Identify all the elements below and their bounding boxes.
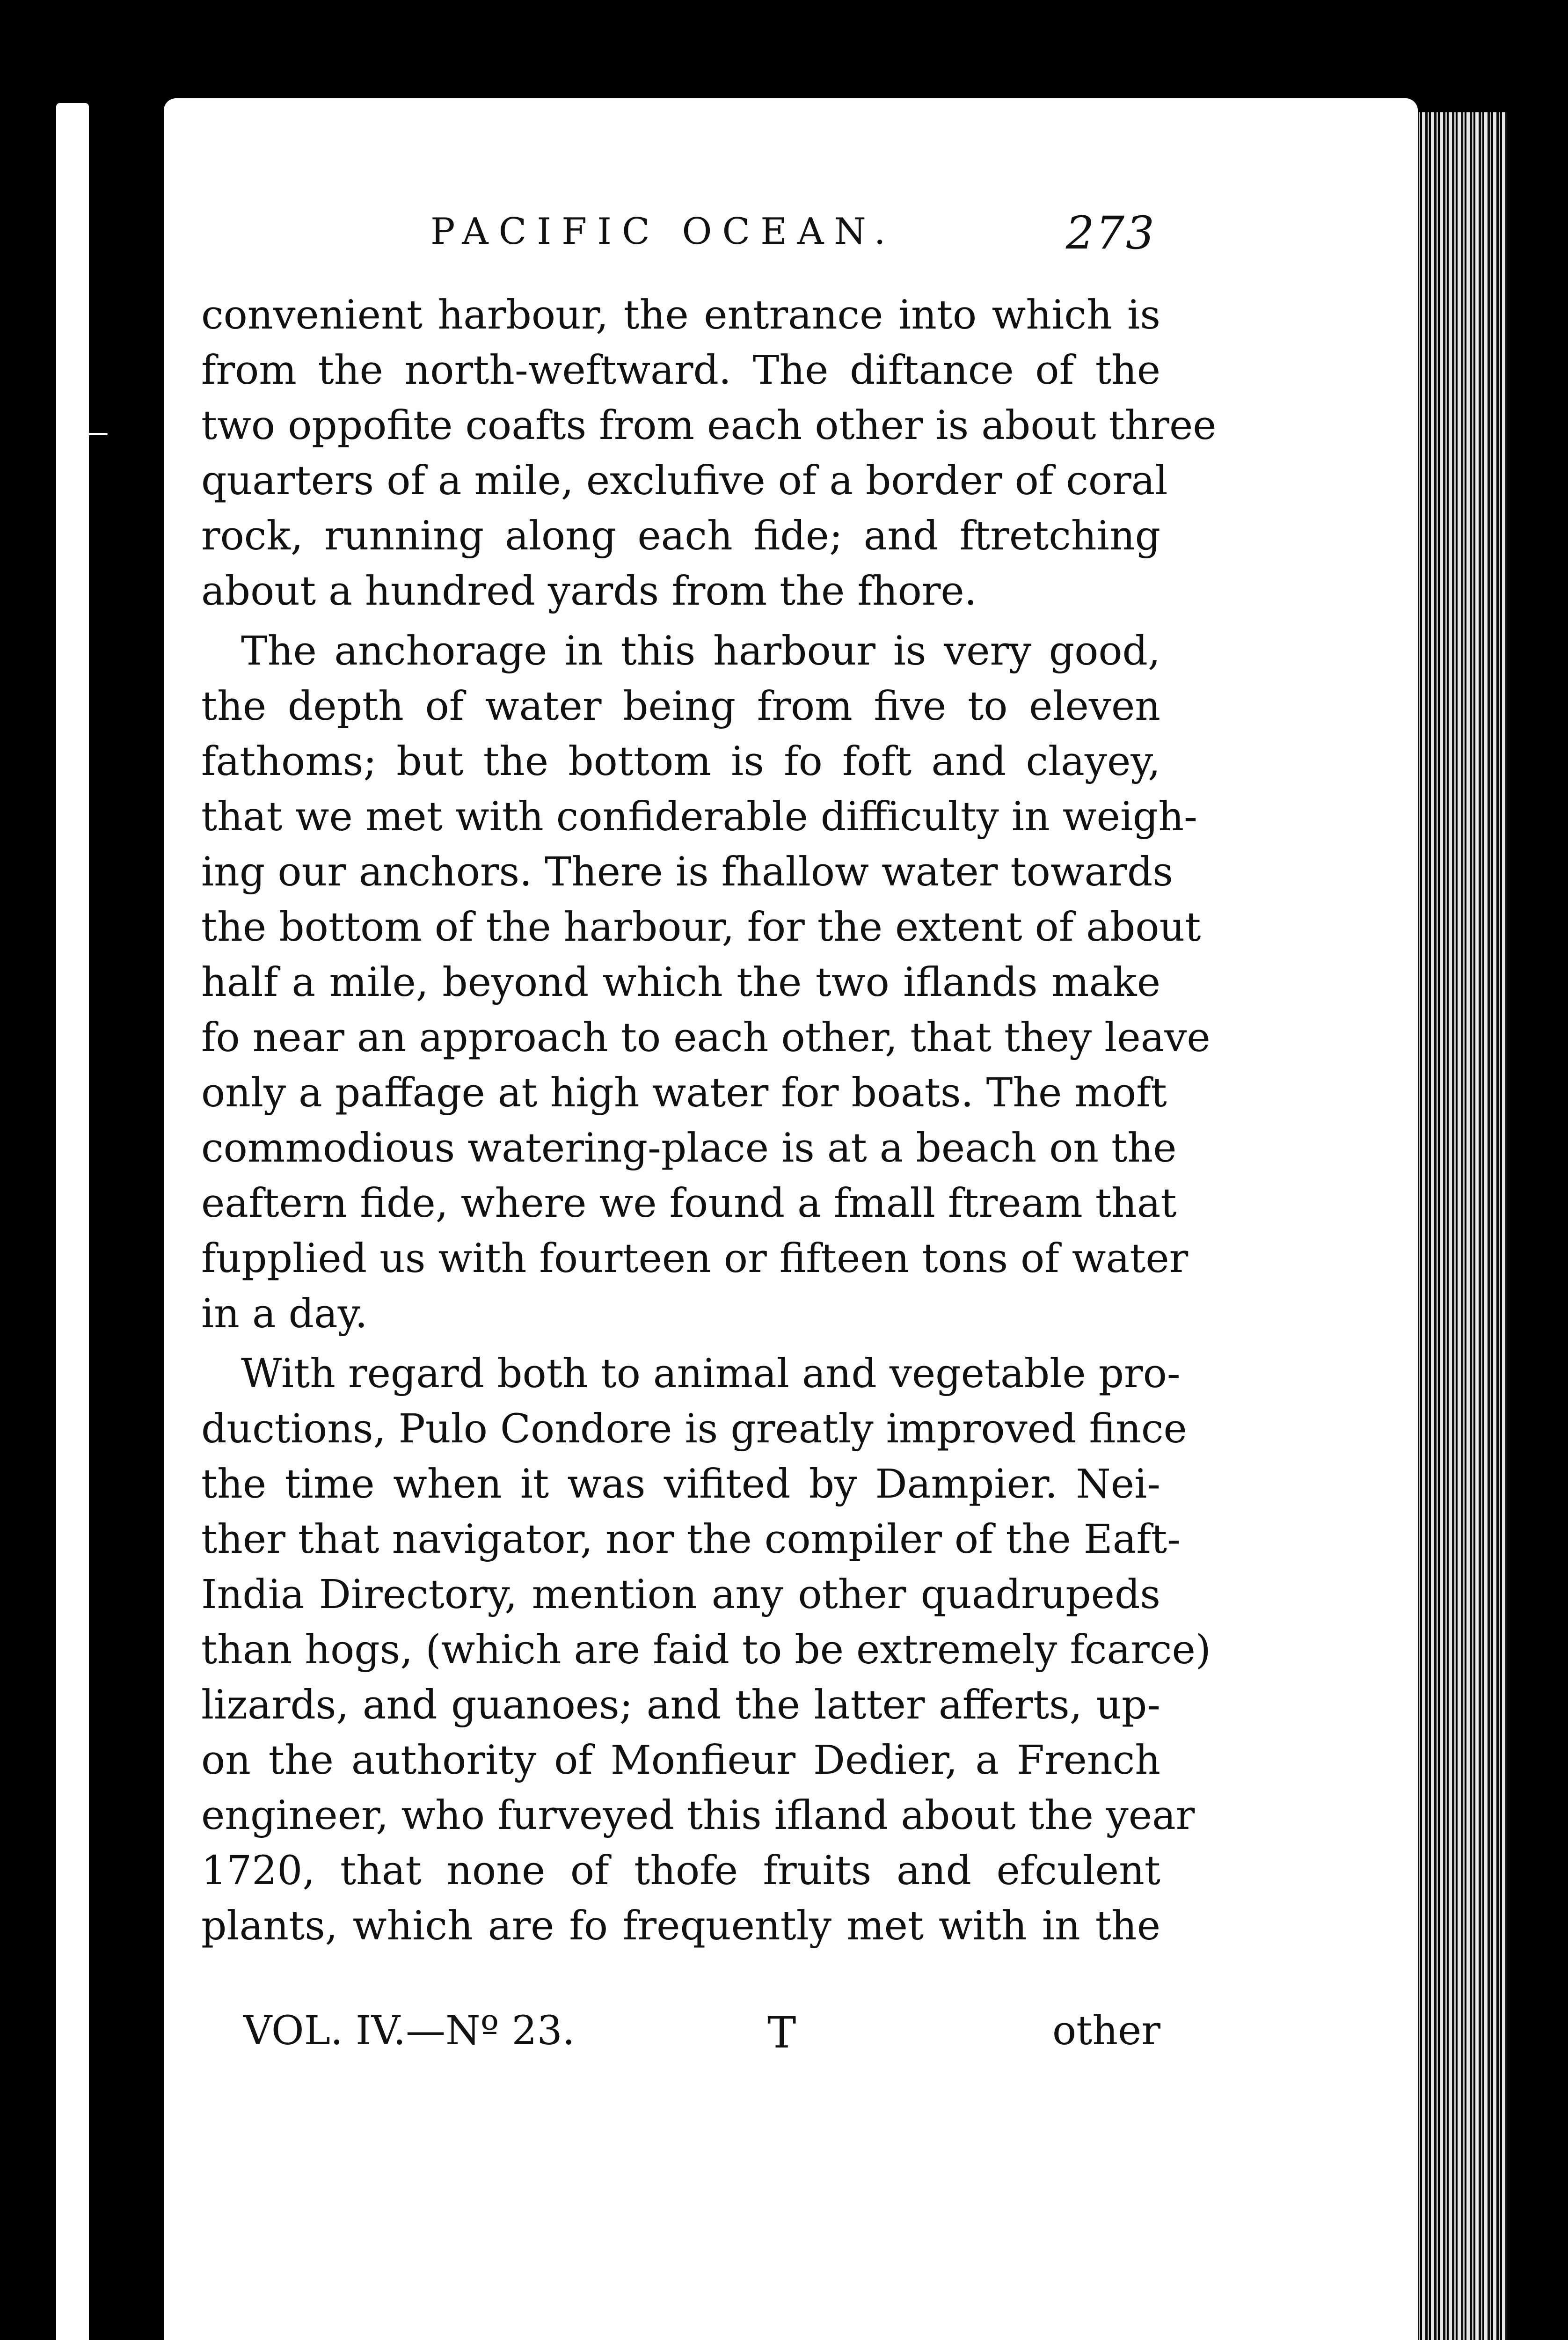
text-line: With regard both to animal and vegetable pro- bbox=[241, 1351, 1181, 1397]
text-line: commodious watering-place is at a beach on the bbox=[201, 1125, 1177, 1171]
text-line: engineer, who furveyed this ifland about the year bbox=[201, 1792, 1195, 1839]
right-page-edges bbox=[1413, 112, 1507, 2340]
text-line: fo near an approach to each other, that they leave bbox=[201, 1015, 1211, 1061]
text-line: India Directory, mention any other quadrupeds bbox=[201, 1572, 1160, 1618]
text-line: lizards, and guanoes; and the latter afferts, up- bbox=[201, 1682, 1160, 1728]
text-line: half a mile, beyond which the two iflands make bbox=[201, 959, 1160, 1006]
text-line: ing our anchors. There is fhallow water towards bbox=[201, 849, 1173, 895]
text-line: about a hundred yards from the fhore. bbox=[201, 568, 977, 614]
page-number: 273 bbox=[1065, 207, 1156, 259]
left-margin-mark bbox=[87, 433, 108, 435]
text-line: rock, running along each fide; and ftretching bbox=[201, 513, 1160, 559]
page-header bbox=[197, 207, 1156, 281]
paragraph-gap bbox=[201, 1342, 1160, 1346]
left-page-edge bbox=[56, 103, 89, 2340]
text-line: the bottom of the harbour, for the extent of about bbox=[201, 904, 1201, 951]
text-line: than hogs, (which are faid to be extremely fcarce) bbox=[201, 1627, 1211, 1673]
running-head: PACIFIC OCEAN. bbox=[430, 211, 896, 253]
text-line: quarters of a mile, exclufive of a border of coral bbox=[201, 458, 1168, 504]
signature-mark: T bbox=[767, 2008, 796, 2058]
text-line: eaftern fide, where we found a fmall ftream that bbox=[201, 1180, 1177, 1227]
text-line: two oppofite coafts from each other is about three bbox=[201, 402, 1217, 449]
text-line: plants, which are fo frequently met with in the bbox=[201, 1903, 1160, 1949]
paragraph-gap bbox=[201, 619, 1160, 624]
text-line: the depth of water being from five to eleven bbox=[201, 683, 1160, 730]
body-text bbox=[201, 288, 1217, 1954]
left-margin-dash bbox=[56, 1558, 84, 1561]
text-line: fathoms; but the bottom is fo foft and clayey, bbox=[201, 739, 1160, 785]
text-line: convenient harbour, the entrance into which is bbox=[201, 292, 1160, 338]
text-line: The anchorage in this harbour is very good, bbox=[241, 628, 1160, 674]
right-margin-mark bbox=[1170, 1002, 1186, 1004]
text-line: ductions, Pulo Condore is greatly improved fince bbox=[201, 1406, 1187, 1452]
text-line: ther that navigator, nor the compiler of the Eaft- bbox=[201, 1516, 1181, 1563]
text-line: 1720, that none of thofe fruits and efculent bbox=[201, 1848, 1160, 1894]
page-footer bbox=[201, 2008, 1160, 2064]
text-line: the time when it was vifited by Dampier. Nei- bbox=[201, 1461, 1160, 1507]
text-line: on the authority of Monfieur Dedier, a French bbox=[201, 1737, 1160, 1784]
text-line: in a day. bbox=[201, 1291, 368, 1337]
text-line: only a paffage at high water for boats. The moft bbox=[201, 1070, 1167, 1116]
volume-signature: VOL. IV.—Nº 23. bbox=[243, 2008, 575, 2054]
text-line: fupplied us with fourteen or fifteen tons of water bbox=[201, 1236, 1189, 1282]
text-line: from the north-weftward. The diftance of the bbox=[201, 347, 1160, 394]
catchword: other bbox=[1052, 2008, 1160, 2054]
text-line: that we met with confiderable difficulty in weigh- bbox=[201, 794, 1197, 840]
